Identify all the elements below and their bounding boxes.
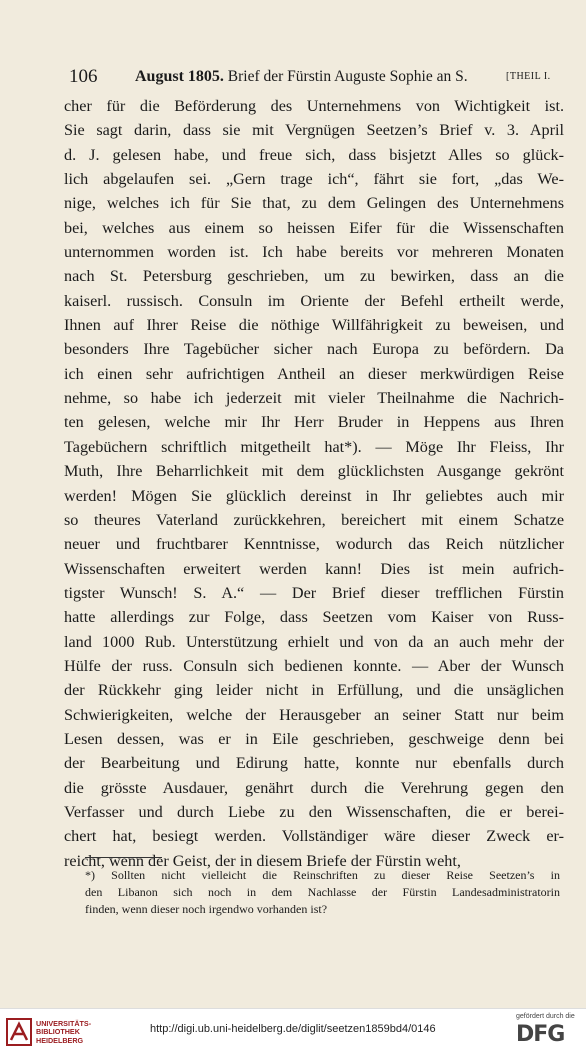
text-line: tigster Wunsch! S. A.“ — Der Brief dieser trefflichen Fürstin [64, 583, 564, 602]
text-line: unternommen worden ist. Ich habe bereits vor mehreren Monaten [64, 243, 564, 262]
text-line: Schwierigkeiten, welche der Herausgeber an seiner Statt nur beim [64, 705, 564, 724]
text-line: hatte allerdings zur Folge, dass Seetzen vom Kaiser von Russ- [64, 608, 564, 627]
footnote-line: *) Sollten nicht vielleicht die Reinschriften zu dieser Reise Seetzen’s in [85, 868, 560, 882]
footnote-line: den Libanon sich noch in dem Nachlasse der Fürstin Landesadministratorin [85, 885, 560, 899]
text-line: cher für die Beförderung des Unternehmens von Wichtigkeit ist. [64, 97, 564, 115]
text-line: Lesen dessen, was er in Eile geschrieben, geschweige denn bei [64, 729, 564, 748]
text-line: d. J. gelesen habe, und freue sich, dass bisjetzt Alles so glück- [64, 145, 564, 164]
text-line: so theures Vaterland zurückkehren, bereichert mit einem Schatze [64, 510, 564, 529]
text-line: bei, welches aus einem so heissen Eifer für die Wissenschaften [64, 218, 564, 237]
text-line: nehme, so habe ich jederzeit mit vieler Theilnahme die Nachrich- [64, 389, 564, 408]
text-line: nach St. Petersburg geschrieben, um zu bewirken, dass an die [64, 267, 564, 286]
text-line: neuer und fruchtbarer Kenntnisse, wodurch das Reich nützlicher [64, 535, 564, 554]
funding-note: gefördert durch die [516, 1013, 575, 1020]
text-line: Ihnen auf Ihrer Reise die nöthige Willfährigkeit zu beweisen, und [64, 316, 564, 335]
dfg-logo[interactable]: DFG [516, 1022, 565, 1047]
text-line: die grösste Ausdauer, genährt durch die Verehrung gegen den [64, 778, 564, 797]
text-line: der Bearbeitung und Edirung hatte, konnte nur ebenfalls durch [64, 754, 564, 773]
footnote-line: finden, wenn dieser noch irgendwo vorhanden ist? [85, 902, 328, 916]
text-line: ich einen sehr aufrichtigen Antheil an dieser merkwürdigen Reise [64, 364, 564, 383]
permalink-url[interactable]: http://digi.ub.uni-heidelberg.de/diglit/seetzen1859bd4/0146 [150, 1023, 436, 1035]
text-line: Hülfe der russ. Consuln sich bedienen konnte. — Aber der Wunsch [64, 656, 564, 675]
university-library-logo[interactable] [6, 1018, 126, 1046]
header-title: Brief der Fürstin Auguste Sophie an S. [227, 68, 468, 85]
header-date: August 1805. [135, 68, 224, 85]
text-line: der Rückkehr ging leider nicht in Erfüllung, und die unsäglichen [64, 681, 564, 700]
text-line: Muth, Ihre Beharrlichkeit mit dem glücklichsten Ausgange gekrönt [64, 462, 564, 481]
viewer-footer-bar [0, 1008, 586, 1052]
page-number: 106 [69, 66, 98, 87]
footnote-rule [85, 857, 162, 858]
running-header [0, 66, 586, 90]
text-line: Wissenschaften erweitert werden kann! Dies ist mein aufrich- [64, 559, 564, 578]
body-text [64, 94, 564, 873]
footnote [85, 867, 560, 918]
text-line: kaiserl. russisch. Consuln im Oriente der Befehl ertheilt werde, [64, 291, 564, 310]
text-line: ten gelesen, welche mir Ihr Herr Bruder in Heppens aus Ihren [64, 413, 564, 432]
text-line: chert hat, besiegt werden. Vollständiger wäre dieser Zweck er- [64, 827, 564, 846]
running-title [135, 68, 468, 86]
text-line: werden! Mögen Sie glücklich dereinst in Ihr geliebtes auch mir [64, 486, 564, 505]
text-line: Sie sagt darin, dass sie mit Vergnügen Seetzen’s Brief v. 3. April [64, 121, 564, 140]
section-mark: [THEIL I. [506, 71, 551, 82]
text-line: besonders Ihre Tagebücher sicher nach Europa zu befördern. Da [64, 340, 564, 359]
text-line: reicht, wenn der Geist, der in diesem Briefe der Fürstin weht, [64, 851, 461, 870]
text-line: lich abgelaufen sei. „Gern trage ich“, fährt sie fort, „das We- [64, 170, 564, 189]
library-logo-icon [6, 1018, 32, 1046]
library-logo-text: UNIVERSITÄTS- BIBLIOTHEK HEIDELBERG [36, 1019, 92, 1045]
text-line: land 1000 Rub. Unterstützung erhielt und von da an auch mehr der [64, 632, 564, 651]
text-line: Tagebüchern schriftlich mitgetheilt hat*). — Möge Ihr Fleiss, Ihr [64, 437, 564, 456]
text-line: Verfasser und durch Liebe zu den Wissenschaften, die er berei- [64, 802, 564, 821]
text-line: nige, welches ich für Sie that, zu dem Gelingen des Unternehmens [64, 194, 564, 213]
